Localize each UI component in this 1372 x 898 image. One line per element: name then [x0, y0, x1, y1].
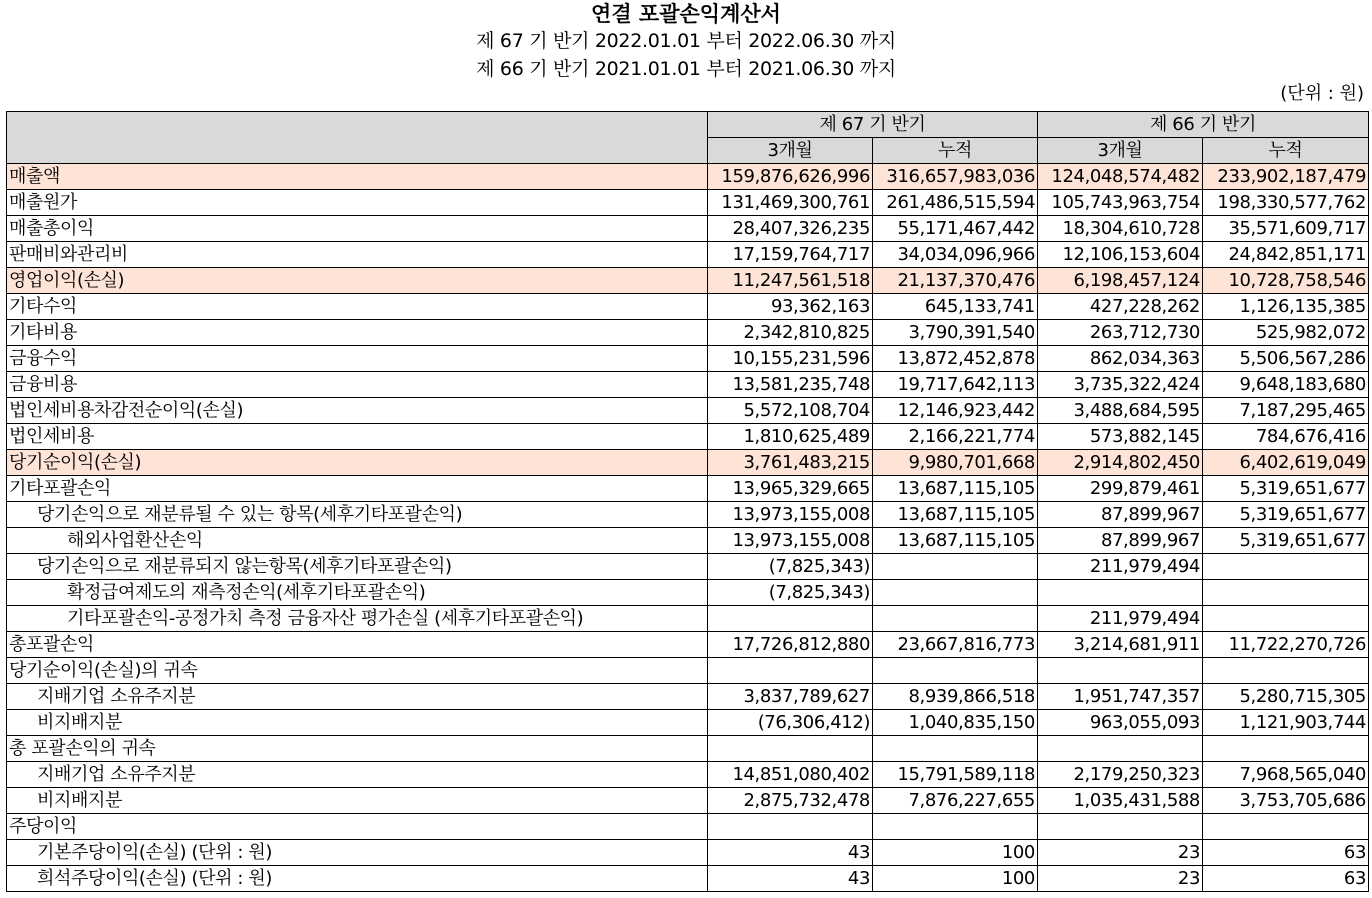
value-cell: 9,980,701,668	[873, 450, 1038, 476]
row-label: 당기순이익(손실)	[7, 450, 708, 476]
value-cell: 5,319,651,677	[1203, 502, 1369, 528]
value-cell: 17,726,812,880	[708, 632, 873, 658]
row-label: 비지배지분	[7, 788, 708, 814]
value-cell: 10,728,758,546	[1203, 268, 1369, 294]
value-cell: 12,146,923,442	[873, 398, 1038, 424]
table-row	[7, 710, 1369, 736]
header-period-66: 제 66 기 반기	[1038, 112, 1369, 138]
table-row	[7, 658, 1369, 684]
value-cell: 105,743,963,754	[1038, 190, 1203, 216]
header-66-3month: 3개월	[1038, 138, 1203, 164]
value-cell: 23	[1038, 840, 1203, 866]
row-label: 금융수익	[7, 346, 708, 372]
value-cell: 5,280,715,305	[1203, 684, 1369, 710]
value-cell	[873, 554, 1038, 580]
value-cell: 28,407,326,235	[708, 216, 873, 242]
table-row	[7, 580, 1369, 606]
value-cell: 17,159,764,717	[708, 242, 873, 268]
table-body	[7, 164, 1369, 892]
row-label: 매출원가	[7, 190, 708, 216]
table-row	[7, 164, 1369, 190]
value-cell: 11,722,270,726	[1203, 632, 1369, 658]
value-cell: 9,648,183,680	[1203, 372, 1369, 398]
header-blank	[7, 112, 708, 164]
value-cell	[1038, 580, 1203, 606]
value-cell: 35,571,609,717	[1203, 216, 1369, 242]
value-cell: 23	[1038, 866, 1203, 892]
value-cell: 1,810,625,489	[708, 424, 873, 450]
value-cell: 211,979,494	[1038, 554, 1203, 580]
table-row	[7, 450, 1369, 476]
value-cell: 7,968,565,040	[1203, 762, 1369, 788]
value-cell: (7,825,343)	[708, 580, 873, 606]
value-cell: 3,735,322,424	[1038, 372, 1203, 398]
value-cell: 8,939,866,518	[873, 684, 1038, 710]
table-row	[7, 268, 1369, 294]
value-cell: 124,048,574,482	[1038, 164, 1203, 190]
value-cell: 2,914,802,450	[1038, 450, 1203, 476]
value-cell: 87,899,967	[1038, 528, 1203, 554]
table-row	[7, 424, 1369, 450]
value-cell	[708, 658, 873, 684]
table-row	[7, 346, 1369, 372]
value-cell	[1203, 580, 1369, 606]
statement-title: 연결 포괄손익계산서	[591, 2, 781, 26]
table-row	[7, 294, 1369, 320]
row-label: 판매비와관리비	[7, 242, 708, 268]
table-row	[7, 554, 1369, 580]
value-cell: 3,837,789,627	[708, 684, 873, 710]
row-label: 당기손익으로 재분류될 수 있는 항목(세후기타포괄손익)	[7, 502, 708, 528]
value-cell: 11,247,561,518	[708, 268, 873, 294]
value-cell	[1203, 736, 1369, 762]
income-statement-table	[6, 111, 1369, 892]
row-label: 영업이익(손실)	[7, 268, 708, 294]
row-label: 기타포괄손익	[7, 476, 708, 502]
row-label: 법인세비용	[7, 424, 708, 450]
table-row	[7, 190, 1369, 216]
value-cell	[873, 580, 1038, 606]
row-label: 기본주당이익(손실) (단위 : 원)	[7, 840, 708, 866]
value-cell: 2,875,732,478	[708, 788, 873, 814]
value-cell	[1203, 814, 1369, 840]
value-cell: 2,342,810,825	[708, 320, 873, 346]
value-cell	[873, 736, 1038, 762]
value-cell: 198,330,577,762	[1203, 190, 1369, 216]
table-row	[7, 762, 1369, 788]
value-cell: 100	[873, 866, 1038, 892]
value-cell	[873, 658, 1038, 684]
row-label: 지배기업 소유주지분	[7, 762, 708, 788]
row-label: 기타수익	[7, 294, 708, 320]
table-row	[7, 216, 1369, 242]
table-row	[7, 840, 1369, 866]
value-cell: 131,469,300,761	[708, 190, 873, 216]
value-cell: 427,228,262	[1038, 294, 1203, 320]
value-cell: 5,319,651,677	[1203, 528, 1369, 554]
value-cell: 159,876,626,996	[708, 164, 873, 190]
row-label: 금융비용	[7, 372, 708, 398]
table-row	[7, 502, 1369, 528]
value-cell	[873, 606, 1038, 632]
table-row	[7, 528, 1369, 554]
value-cell	[708, 736, 873, 762]
table-row	[7, 372, 1369, 398]
row-label: 비지배지분	[7, 710, 708, 736]
value-cell: 15,791,589,118	[873, 762, 1038, 788]
value-cell: 14,851,080,402	[708, 762, 873, 788]
value-cell: 5,506,567,286	[1203, 346, 1369, 372]
value-cell	[1203, 606, 1369, 632]
header-66-cumulative: 누적	[1203, 138, 1369, 164]
value-cell: 7,187,295,465	[1203, 398, 1369, 424]
value-cell: 93,362,163	[708, 294, 873, 320]
value-cell: 6,198,457,124	[1038, 268, 1203, 294]
row-label: 기타비용	[7, 320, 708, 346]
table-row	[7, 632, 1369, 658]
value-cell: 261,486,515,594	[873, 190, 1038, 216]
row-label: 총 포괄손익의 귀속	[7, 736, 708, 762]
table-row	[7, 606, 1369, 632]
value-cell: 1,951,747,357	[1038, 684, 1203, 710]
row-label: 법인세비용차감전순이익(손실)	[7, 398, 708, 424]
value-cell: 299,879,461	[1038, 476, 1203, 502]
value-cell: 6,402,619,049	[1203, 450, 1369, 476]
value-cell: 211,979,494	[1038, 606, 1203, 632]
row-label: 총포괄손익	[7, 632, 708, 658]
row-label: 확정급여제도의 재측정손익(세후기타포괄손익)	[7, 580, 708, 606]
value-cell: 43	[708, 840, 873, 866]
value-cell: 10,155,231,596	[708, 346, 873, 372]
table-row	[7, 242, 1369, 268]
value-cell: 784,676,416	[1203, 424, 1369, 450]
value-cell: 21,137,370,476	[873, 268, 1038, 294]
value-cell: 5,572,108,704	[708, 398, 873, 424]
value-cell: 1,126,135,385	[1203, 294, 1369, 320]
period-current: 제 67 기 반기 2022.01.01 부터 2022.06.30 까지	[476, 30, 896, 52]
value-cell: 233,902,187,479	[1203, 164, 1369, 190]
table-row	[7, 320, 1369, 346]
value-cell	[873, 814, 1038, 840]
value-cell: 7,876,227,655	[873, 788, 1038, 814]
row-label: 기타포괄손익-공정가치 측정 금융자산 평가손실 (세후기타포괄손익)	[7, 606, 708, 632]
value-cell: 43	[708, 866, 873, 892]
value-cell	[1038, 736, 1203, 762]
table-row	[7, 476, 1369, 502]
value-cell: 645,133,741	[873, 294, 1038, 320]
value-cell: 13,581,235,748	[708, 372, 873, 398]
table-row	[7, 736, 1369, 762]
value-cell: 963,055,093	[1038, 710, 1203, 736]
value-cell	[708, 814, 873, 840]
value-cell: 2,179,250,323	[1038, 762, 1203, 788]
value-cell: 100	[873, 840, 1038, 866]
value-cell: 13,973,155,008	[708, 528, 873, 554]
value-cell: 3,214,681,911	[1038, 632, 1203, 658]
value-cell: (7,825,343)	[708, 554, 873, 580]
value-cell: 1,035,431,588	[1038, 788, 1203, 814]
value-cell: 19,717,642,113	[873, 372, 1038, 398]
value-cell: 63	[1203, 866, 1369, 892]
value-cell: 525,982,072	[1203, 320, 1369, 346]
value-cell: 63	[1203, 840, 1369, 866]
header-67-3month: 3개월	[708, 138, 873, 164]
value-cell: 3,761,483,215	[708, 450, 873, 476]
table-row	[7, 814, 1369, 840]
row-label: 당기순이익(손실)의 귀속	[7, 658, 708, 684]
row-label: 매출총이익	[7, 216, 708, 242]
table-row	[7, 398, 1369, 424]
value-cell: 573,882,145	[1038, 424, 1203, 450]
value-cell: 2,166,221,774	[873, 424, 1038, 450]
value-cell: 13,687,115,105	[873, 528, 1038, 554]
value-cell: (76,306,412)	[708, 710, 873, 736]
value-cell: 13,687,115,105	[873, 476, 1038, 502]
value-cell	[1038, 658, 1203, 684]
row-label: 해외사업환산손익	[7, 528, 708, 554]
value-cell: 5,319,651,677	[1203, 476, 1369, 502]
value-cell: 3,790,391,540	[873, 320, 1038, 346]
value-cell: 13,965,329,665	[708, 476, 873, 502]
value-cell	[708, 606, 873, 632]
value-cell: 862,034,363	[1038, 346, 1203, 372]
row-label: 매출액	[7, 164, 708, 190]
value-cell: 3,488,684,595	[1038, 398, 1203, 424]
value-cell: 316,657,983,036	[873, 164, 1038, 190]
unit-label: (단위 : 원)	[1280, 83, 1364, 104]
value-cell: 24,842,851,171	[1203, 242, 1369, 268]
row-label: 지배기업 소유주지분	[7, 684, 708, 710]
value-cell: 23,667,816,773	[873, 632, 1038, 658]
period-prior: 제 66 기 반기 2021.01.01 부터 2021.06.30 까지	[476, 58, 896, 80]
value-cell: 13,872,452,878	[873, 346, 1038, 372]
row-label: 희석주당이익(손실) (단위 : 원)	[7, 866, 708, 892]
value-cell: 18,304,610,728	[1038, 216, 1203, 242]
value-cell: 263,712,730	[1038, 320, 1203, 346]
value-cell	[1038, 814, 1203, 840]
value-cell	[1203, 554, 1369, 580]
value-cell: 13,973,155,008	[708, 502, 873, 528]
header-67-cumulative: 누적	[873, 138, 1038, 164]
row-label: 주당이익	[7, 814, 708, 840]
value-cell: 87,899,967	[1038, 502, 1203, 528]
table-row	[7, 684, 1369, 710]
table-row	[7, 788, 1369, 814]
table-row	[7, 866, 1369, 892]
value-cell: 3,753,705,686	[1203, 788, 1369, 814]
value-cell: 34,034,096,966	[873, 242, 1038, 268]
header-period-67: 제 67 기 반기	[708, 112, 1038, 138]
value-cell: 13,687,115,105	[873, 502, 1038, 528]
value-cell	[1203, 658, 1369, 684]
value-cell: 1,040,835,150	[873, 710, 1038, 736]
row-label: 당기손익으로 재분류되지 않는항목(세후기타포괄손익)	[7, 554, 708, 580]
value-cell: 12,106,153,604	[1038, 242, 1203, 268]
value-cell: 55,171,467,442	[873, 216, 1038, 242]
value-cell: 1,121,903,744	[1203, 710, 1369, 736]
